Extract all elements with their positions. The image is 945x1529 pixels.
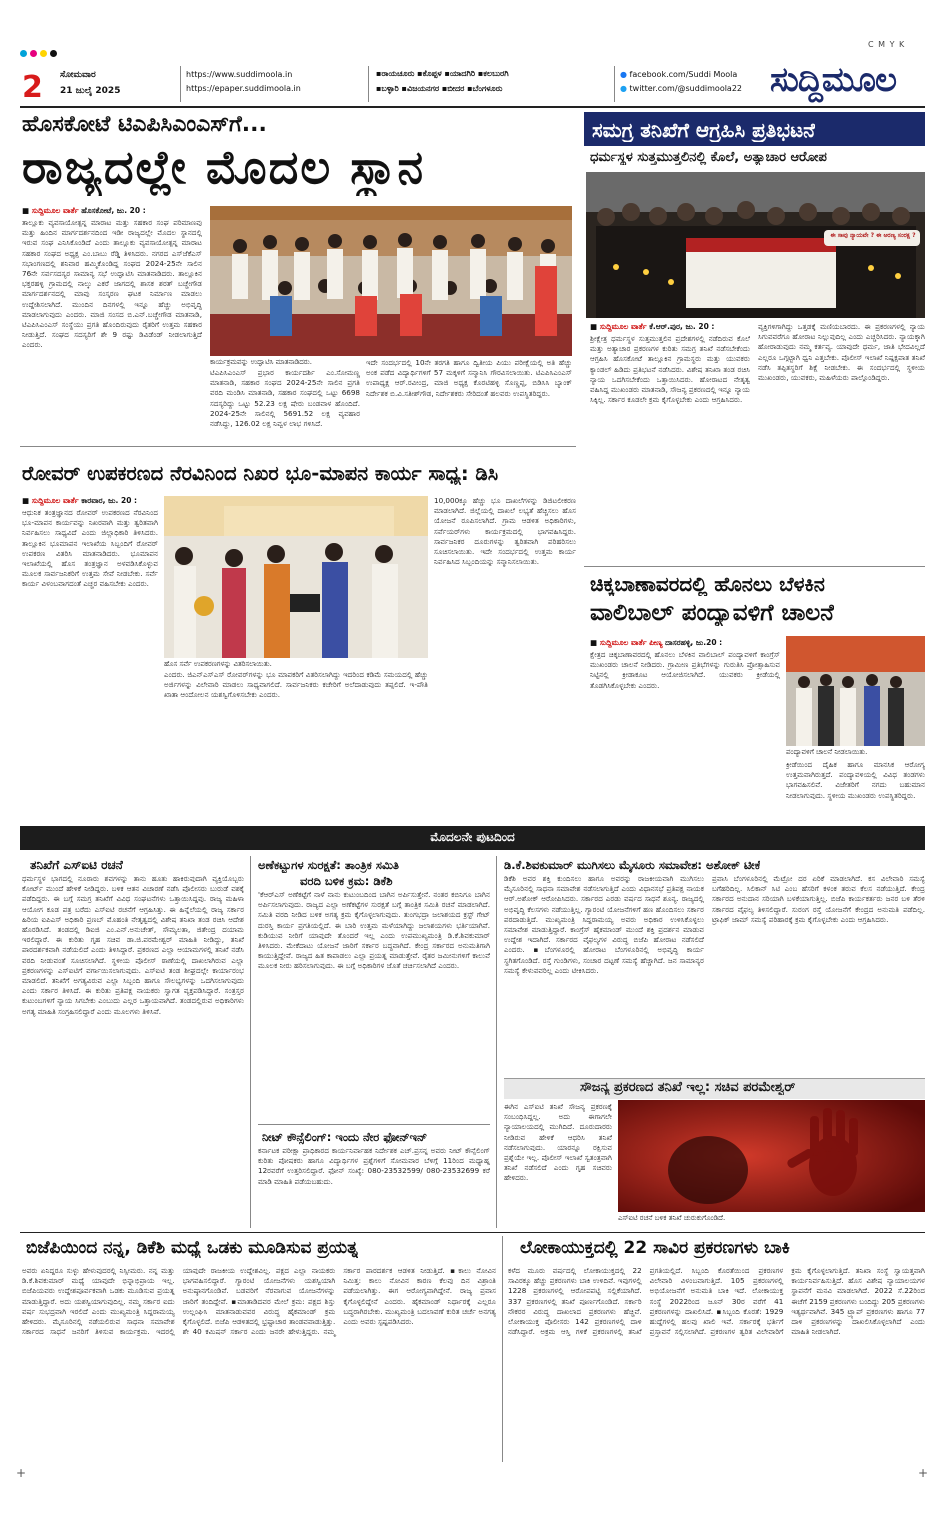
story2-photo bbox=[586, 172, 925, 318]
byline-place: ಕಾರವಾರ, ಜು. 20 : bbox=[81, 496, 138, 505]
twitter-text: twitter.com/@suddimoola22 bbox=[629, 84, 743, 93]
facebook-link[interactable] bbox=[620, 70, 742, 79]
story2-headline: ಸಮಗ್ರ ತನಿಖೆಗೆ ಆಗ್ರಹಿಸಿ ಪ್ರತಿಭಟನೆ bbox=[592, 118, 816, 142]
story1-caption: ಕಾರ್ಯಕ್ರಮವನ್ನು ಉದ್ಘಾಟಿಸಿ ಮಾತನಾಡಿದರು. bbox=[210, 358, 312, 366]
city-list-row2: ▪ಬಳ್ಳಾರಿ ▪ವಿಜಯನಗರ ▪ಬೀದರ ▪ಬೆಂಗಳೂರು bbox=[376, 84, 503, 93]
story1-col2: ಟಿಎಪಿಸಿಎಂಎಸ್ ಪ್ರಭಾರ ಕಾರ್ಯದರ್ಶಿ ಎಂ.ಸೋಮಣ್ಣ ಮಾತನಾಡಿ, ಸಹಕಾರ ಸಂಘದ 2024-25ನೇ ಸಾಲಿನ ಪ್ರಗತಿ ವರದಿ ಮಂಡಿಸಿ ಮಾತನಾಡಿ, ಸಹಕಾರ ಸಂಘದಲ್ಲಿ ಒಟ್ಟು 6698 ಸದಸ್ಯರಿದ್ದು ಒಟ್ಟು 52.23 ಲಕ್ಷ ಷೇರು ಬಂಡವಾಳ ಹೊಂದಿದೆ. 2024-25ನೇ ಸಾಲಿನಲ್ಲಿ 5691.52 ಲಕ್ಷ ವ್ಯವಹಾರ ನಡೆಸಿದ್ದು, 126.02 ಲಕ್ಷ ನಿವ್ವಳ ಲಾಭ ಗಳಿಸಿದೆ. bbox=[210, 368, 360, 429]
cont4-body: ಡಿಕೆಶಿ ಅವರ ಶಕ್ತಿ ಕುಂದಿಸಲು ಹಾಗೂ ಅವರನ್ನು ರಾಜಕೀಯವಾಗಿ ಮುಗಿಸಲು ಮೈಸೂರಿನಲ್ಲಿ ಸಾಧನಾ ಸಮಾವೇಶ ನಡೆಸಲಾಗುತ್ತಿದೆ ಎಂದು ವಿಧಾನಸಭೆ ಪ್ರತಿಪಕ್ಷ ನಾಯಕ ಆರ್.ಅಶೋಕ್ ಆರೋಪಿಸಿದರು. ಸರ್ಕಾರದ ಎರಡು ವರ್ಷದ ಸಾಧನೆ ಶೂನ್ಯ. ರಾಜ್ಯದಲ್ಲಿ ಅಭಿವೃದ್ಧಿ ಕೆಲಸಗಳು ನಡೆಯುತ್ತಿಲ್ಲ. ಗ್ಯಾರಂಟಿ ಯೋಜನೆಗಳಿಗೆ ಹಣ ಹೊಂದಿಸಲು ಸರ್ಕಾರ ಪರದಾಡುತ್ತಿದೆ. ಮುಖ್ಯಮಂತ್ರಿ ಸಿದ್ದರಾಮಯ್ಯ ಅವರು ಅಧಿಕಾರ ಉಳಿಸಿಕೊಳ್ಳಲು ಸಮಾವೇಶ ಮಾಡುತ್ತಿದ್ದಾರೆ. ಕಾಂಗ್ರೆಸ್ ಹೈಕಮಾಂಡ್ ಮುಂದೆ ಶಕ್ತಿ ಪ್ರದರ್ಶನ ಮಾಡುವ ಉದ್ದೇಶ ಇದಾಗಿದೆ. ಸರ್ಕಾರದ ವೈಫಲ್ಯಗಳ ವಿರುದ್ಧ ಬಿಜೆಪಿ ಹೋರಾಟ ನಡೆಸಲಿದೆ ಎಂದರು. ▪ಬೆಂಗಳೂರಲ್ಲಿ ಹೋರಾಟ ಬೆಂಗಳೂರಿನಲ್ಲಿ ಅಭಿವೃದ್ಧಿ ಕಾರ್ಯ ಸ್ಥಗಿತಗೊಂಡಿದೆ. ರಸ್ತೆ ಗುಂಡಿಗಳು, ಸಂಚಾರ ದಟ್ಟಣೆ ಸಮಸ್ಯೆ ಹೆಚ್ಚಾಗಿದೆ. ಜನ ಸಾಮಾನ್ಯರ ಸಮಸ್ಯೆ ಕೇಳುವವರಿಲ್ಲ ಎಂದು ಟೀಕಿಸಿದರು. bbox=[504, 874, 704, 975]
story4-photo bbox=[786, 636, 925, 746]
story1-byline: ■ ಸುದ್ದಿಮೂಲ ವಾರ್ತೆ ಹೊಸಕೋಟೆ, ಜು. 20 : bbox=[22, 206, 146, 215]
story4-caption: ಪಂದ್ಯಾವಳಿಗೆ ಚಾಲನೆ ನೀಡಲಾಯಿತು. bbox=[786, 748, 868, 756]
story4-headline-line1: ಚಿಕ್ಕಬಾಣಾವರದಲ್ಲಿ ಹೊನಲು ಬೆಳಕಿನ bbox=[590, 572, 825, 596]
cont5-photo bbox=[618, 1100, 925, 1212]
cont1-headline: ತನಿಖೆಗೆ ಎಸ್‌ಐಟಿ ರಚನೆ bbox=[30, 858, 123, 872]
section-bar-label: ಮೊದಲನೇ ಪುಟದಿಂದ bbox=[430, 830, 515, 844]
registration-dots bbox=[20, 42, 60, 61]
protest-banner-text: ಈ ಸಾವು ನ್ಯಾಯವೇ ? ಈ ಅರಣ್ಯ ಸಂರಕ್ಷ ? bbox=[830, 232, 916, 239]
cont3-body: ಕರ್ನಾಟಕ ಪರೀಕ್ಷಾ ಪ್ರಾಧಿಕಾರದ ಕಾರ್ಯನಿರ್ವಾಹಕ ನಿರ್ದೇಶಕ ಎಚ್.ಪ್ರಸನ್ನ ಅವರು ನೀಟ್ ಕೌನ್ಸೆಲಿಂಗ್ ಕುರಿತು ಪೋಷಕರು ಹಾಗೂ ವಿದ್ಯಾರ್ಥಿಗಳ ಪ್ರಶ್ನೆಗಳಿಗೆ ಸೋಮವಾರ ಬೆಳಿಗ್ಗೆ 11ರಿಂದ ಮಧ್ಯಾಹ್ನ 12ರವರೆಗೆ ಉತ್ತರಿಸಲಿದ್ದಾರೆ. ಫೋನ್ ಸಂಖ್ಯೆ: 080-23532599/ 080-23532699 ಕರೆ ಮಾಡಿ ಮಾಹಿತಿ ಪಡೆಯಬಹುದು. bbox=[258, 1146, 490, 1186]
byline-name: ಸುದ್ದಿಮೂಲ ವಾರ್ತೆ bbox=[599, 322, 647, 331]
twitter-link[interactable] bbox=[620, 84, 742, 93]
masthead-logo: ಸುದ್ದಿಮೂಲ bbox=[770, 60, 896, 100]
story1-photo bbox=[210, 206, 572, 356]
page-number: 2 bbox=[22, 70, 43, 105]
cmyk-label: C M Y K bbox=[868, 40, 906, 49]
story3-caption: ಹೊಸ ಸರ್ವೆ ಉಪಕರಣಗಳನ್ನು ವಿತರಿಸಲಾಯಿತು. bbox=[164, 660, 272, 668]
cont2-headline-line1: ಅಣೆಕಟ್ಟುಗಳ ಸುರಕ್ಷತೆ: ತಾಂತ್ರಿಕ ಸಮಿತಿ bbox=[258, 858, 400, 872]
story4-col1: ಕ್ಷೇತ್ರದ ಚಿಕ್ಕಬಾಣಾವರದಲ್ಲಿ ಹೊನಲು ಬೆಳಕಿನ ವಾಲಿಬಾಲ್ ಪಂದ್ಯಾವಳಿಗೆ ಕಾಂಗ್ರೆಸ್ ಮುಖಂಡರು ಚಾಲನೆ ನೀಡಿದರು. ಗ್ರಾಮೀಣ ಪ್ರತಿಭೆಗಳನ್ನು ಗುರುತಿಸಿ ಪ್ರೋತ್ಸಾಹಿಸುವ ನಿಟ್ಟಿನಲ್ಲಿ ಕ್ರೀಡಾಕೂಟ ಆಯೋಜಿಸಲಾಗಿದೆ. ಯುವಕರು ಕ್ರೀಡೆಯಲ್ಲಿ ತೊಡಗಿಸಿಕೊಳ್ಳಬೇಕು ಎಂದರು. bbox=[590, 650, 780, 690]
cont5-headline: ಸೌಜನ್ಯ ಪ್ರಕರಣದ ತನಿಖೆ ಇಲ್ಲ: ಸಚಿವ ಪರಮೇಶ್ವರ್ bbox=[580, 1080, 796, 1095]
story2-col1: ಶ್ರೀಕ್ಷೇತ್ರ ಧರ್ಮಸ್ಥಳ ಸುತ್ತಮುತ್ತಲಿನ ಪ್ರದೇಶಗಳಲ್ಲಿ ನಡೆದಿರುವ ಕೊಲೆ ಮತ್ತು ಅತ್ಯಾಚಾರ ಪ್ರಕರಣಗಳ ಕುರಿತು ಸಮಗ್ರ ತನಿಖೆ ನಡೆಸಬೇಕೆಂದು ಆಗ್ರಹಿಸಿ ಹೊಸಕೋಟೆ ತಾಲ್ಲೂಕಿನ ಗ್ರಾಮಸ್ಥರು ಮತ್ತು ಯುವಕರು ಕ್ಯಾಂಡಲ್ ಹಿಡಿದು ಪ್ರತಿಭಟನೆ ನಡೆಸಿದರು. ವಿಶೇಷ ತನಿಖಾ ತಂಡ ರಚಿಸಿ ನ್ಯಾಯ ಒದಗಿಸಬೇಕೆಂದು ಒತ್ತಾಯಿಸಿದರು. ಹೋರಾಟದ ನೇತೃತ್ವ ವಹಿಸಿದ್ದ ಮುಖಂಡರು ಮಾತನಾಡಿ, ಸೌಜನ್ಯ ಪ್ರಕರಣದಲ್ಲಿ ಇನ್ನೂ ನ್ಯಾಯ ಸಿಕ್ಕಿಲ್ಲ. ಸರ್ಕಾರ ಕೂಡಲೇ ಕ್ರಮ ಕೈಗೊಳ್ಳಬೇಕು ಎಂದು ಆಗ್ರಹಿಸಿದರು. bbox=[590, 334, 750, 405]
cont2-body: 'ಕೆಆರ್‌ಎಸ್ ಅಣೆಕಟ್ಟೆಗೆ ನಾಳೆ ನಾನು ಕುಟುಂಬದಿಂದ ಬಾಗಿನ ಅರ್ಪಿಸುತ್ತೇನೆ. ನಂತರ ಕಬಿನಿಗೂ ಬಾಗಿನ ಅರ್ಪಿಸಲಾಗುವುದು. ರಾಜ್ಯದ ಎಲ್ಲಾ ಅಣೆಕಟ್ಟೆಗಳ ಸುರಕ್ಷತೆ ಬಗ್ಗೆ ತಾಂತ್ರಿಕ ಸಮಿತಿ ರಚನೆ ಮಾಡಲಾಗಿದೆ. ಸಮಿತಿ ವರದಿ ನೀಡಿದ ಬಳಿಕ ಅಗತ್ಯ ಕ್ರಮ ಕೈಗೊಳ್ಳಲಾಗುವುದು. ತುಂಗಭದ್ರಾ ಜಲಾಶಯದ ಕ್ರಸ್ಟ್ ಗೇಟ್ ದುರಸ್ತಿ ಕಾರ್ಯ ಪ್ರಗತಿಯಲ್ಲಿದೆ. ಈ ಬಾರಿ ಉತ್ತಮ ಮಳೆಯಾಗಿದ್ದು ಜಲಾಶಯಗಳು ಭರ್ತಿಯಾಗಿವೆ. ಕುಡಿಯುವ ನೀರಿಗೆ ಯಾವುದೇ ತೊಂದರೆ ಇಲ್ಲ ಎಂದು ಉಪಮುಖ್ಯಮಂತ್ರಿ ಡಿ.ಕೆ.ಶಿವಕುಮಾರ್ ತಿಳಿಸಿದರು. ಮೇಕೆದಾಟು ಯೋಜನೆ ಜಾರಿಗೆ ಸರ್ಕಾರ ಬದ್ಧವಾಗಿದೆ. ಕೇಂದ್ರ ಸರ್ಕಾರದ ಅನುಮತಿಗಾಗಿ ಕಾಯುತ್ತಿದ್ದೇವೆ. ರಾಜ್ಯದ ಹಿತ ಕಾಪಾಡಲು ಎಲ್ಲಾ ಪ್ರಯತ್ನ ಮಾಡುತ್ತೇವೆ. ರೈತರ ಜಮೀನುಗಳಿಗೆ ಕಾಲುವೆ ಮೂಲಕ ನೀರು ಹರಿಸಲಾಗುವುದು. ಈ ಬಗ್ಗೆ ಅಧಿಕಾರಿಗಳ ಜೊತೆ ಚರ್ಚಿಸಲಾಗಿದೆ ಎಂದರು. bbox=[258, 890, 490, 971]
bottom2-headline: ಲೋಕಾಯುಕ್ತದಲ್ಲಿ 22 ಸಾವಿರ ಪ್ರಕರಣಗಳು ಬಾಕಿ bbox=[520, 1238, 790, 1258]
story2-byline: ■ ಸುದ್ದಿಮೂಲ ವಾರ್ತೆ ಕೆ.ಆರ್.ಪುರ, ಜು. 20 : bbox=[590, 322, 715, 331]
facebook-icon: ● bbox=[620, 70, 627, 79]
story2-col2: ವ್ಯಕ್ತಿಗಳಿಗಾಗಿದ್ದು ಒತ್ತಡಕ್ಕೆ ಮಣಿಯಬಾರದು. ಈ ಪ್ರಕರಣಗಳಲ್ಲಿ ನ್ಯಾಯ ಸಿಗುವವರೆಗೂ ಹೋರಾಟ ನಿಲ್ಲುವುದಿಲ್ಲ ಎಂದು ಎಚ್ಚರಿಸಿದರು. ನ್ಯಾಯಕ್ಕಾಗಿ ಹೋರಾಡುವುದು ನಮ್ಮ ಕರ್ತವ್ಯ. ಯಾವುದೇ ಧರ್ಮ, ಜಾತಿ ಭೇದವಿಲ್ಲದೆ ಎಲ್ಲರೂ ಒಗ್ಗಟ್ಟಾಗಿ ಧ್ವನಿ ಎತ್ತಬೇಕು. ಪೊಲೀಸ್ ಇಲಾಖೆ ನಿಷ್ಪಕ್ಷಪಾತ ತನಿಖೆ ನಡೆಸಿ ತಪ್ಪಿತಸ್ಥರಿಗೆ ಶಿಕ್ಷೆ ನೀಡಬೇಕು. ಈ ಸಂದರ್ಭದಲ್ಲಿ ಸ್ಥಳೀಯ ಮುಖಂಡರು, ಯುವಕರು, ಮಹಿಳೆಯರು ಪಾಲ್ಗೊಂಡಿದ್ದರು. bbox=[758, 322, 925, 383]
story1-col1: ತಾಲ್ಲೂಕು ವ್ಯವಸಾಯೋತ್ಪನ್ನ ಮಾರಾಟ ಮತ್ತು ಸಹಕಾರ ಸಂಘ ಪರಿಮಾಣವು ಮತ್ತು ಹಿಂದಿನ ಮಾರ್ಗದರ್ಶನದಿಂದ ಇಡೀ ರಾಜ್ಯದಲ್ಲೇ ಮೊದಲ ಸ್ಥಾನದಲ್ಲಿ ಇರುವ ಸಂಘ ಎನಿಸಿಕೊಂಡಿದೆ ಎಂದು ತಾಲ್ಲೂಕು ವ್ಯವಸಾಯೋತ್ಪನ್ನ ಮಾರಾಟ ಸಹಕಾರ ಸಂಘದ ಅಧ್ಯಕ್ಷ ಎಂ.ಬಾಬು ರೆಡ್ಡಿ ತಿಳಿಸಿದರು. ನಗರದ ಎಸ್‌ಜೆಕೆಎಸ್ ಸಭಾಂಗಣದಲ್ಲಿ ಶನಿವಾರ ಹಮ್ಮಿಕೊಂಡಿದ್ದ ಸಂಘದ 2024-25ನೇ ಸಾಲಿನ 76ನೇ ಸರ್ವಸದಸ್ಯರ ಸಾಮಾನ್ಯ ಸಭೆ ಉದ್ಘಾಟಿಸಿ ಮಾತನಾಡಿದರು. ತಾಲ್ಲೂಕಿನ ಭಕ್ತರಹಳ್ಳಿ ಗ್ರಾಮದಲ್ಲಿ ನಾಲ್ಕು ಎಕರೆ ಜಾಗದಲ್ಲಿ ಶಾಸಕ ಶರತ್ ಬಚ್ಚೇಗೌಡ ಮಾರ್ಗದರ್ಶನದಲ್ಲಿ ಮಾವು ಸಂಸ್ಕರಣ ಘಟಕ ನಿರ್ಮಾಣ ಮಾಡಲು ಉದ್ದೇಶಿಸಲಾಗಿದೆ. ಮುಂದಿನ ದಿನಗಳಲ್ಲಿ ಇನ್ನೂ ಹೆಚ್ಚು ಅಭಿವೃದ್ಧಿ ಮಾಡಲಾಗುವುದು ಎಂದರು. ಮಾಜಿ ಸಂಸದ ಬಿ.ಎನ್.ಬಚ್ಚೇಗೌಡ ಮಾತನಾಡಿ, ಟಿಎಪಿಸಿಎಂಎಸ್ ಸಂಸ್ಥೆಯು ಪ್ರಗತಿ ಹೊಂದಿರುವುದು ರೈತರಿಗೆ ಉತ್ತಮ ಸಹಕಾರ ನೀಡುತ್ತಿದೆ. ಸಂಘದ ಸದಸ್ಯರಿಗೆ ಶೇ 9 ರಷ್ಟು ಡಿವಿಡೆಂಡ್ ನೀಡಲಾಗುತ್ತಿದೆ ಎಂದರು. bbox=[22, 218, 202, 350]
byline-name: ಸುದ್ದಿಮೂಲ ವಾರ್ತೆ bbox=[31, 206, 79, 215]
byline-place: ಹೊಸಕೋಟೆ, ಜು. 20 : bbox=[81, 206, 146, 215]
byline-name: ಸುದ್ದಿಮೂಲ ವಾರ್ತೆ ಪೀಣ್ಯ bbox=[599, 638, 663, 647]
cont4-headline: ಡಿ.ಕೆ.ಶಿವಕುಮಾರ್ ಮುಗಿಸಲು ಮೈಸೂರು ಸಮಾವೇಶ: ಅಶೋಕ್ ಟೀಕೆ bbox=[504, 858, 761, 872]
story3-col1: ಆಧುನಿಕ ತಂತ್ರಜ್ಞಾನದ ರೋವರ್ ಉಪಕರಣದ ನೆರವಿನಿಂದ ಭೂ-ಮಾಪನ ಕಾರ್ಯವನ್ನು ನಿಖರವಾಗಿ ಮತ್ತು ತ್ವರಿತವಾಗಿ ನಿರ್ವಹಿಸಲು ಸಾಧ್ಯವಿದೆ ಎಂದು ಜಿಲ್ಲಾಧಿಕಾರಿ ತಿಳಿಸಿದರು. ತಾಲ್ಲೂಕಿನ ಭೂಮಾಪನ ಇಲಾಖೆಯ ಸಿಬ್ಬಂದಿಗೆ ರೋವರ್ ಉಪಕರಣ ವಿತರಿಸಿ ಮಾತನಾಡಿದರು. ಭೂಮಾಪನ ಇಲಾಖೆಯಲ್ಲಿ ಹೊಸ ತಂತ್ರಜ್ಞಾನ ಅಳವಡಿಸಿಕೊಳ್ಳುವ ಮೂಲಕ ಸಾರ್ವಜನಿಕರಿಗೆ ಉತ್ತಮ ಸೇವೆ ನೀಡಬೇಕು. ಸರ್ವೆ ಕಾರ್ಯ ವಿಳಂಬವಾಗದಂತೆ ಎಚ್ಚರ ವಹಿಸಬೇಕು ಎಂದರು. bbox=[22, 508, 158, 589]
story3-col3: 10,000ಕ್ಕೂ ಹೆಚ್ಚು ಭೂ ದಾಖಲೆಗಳನ್ನು ಡಿಜಿಟಲೀಕರಣ ಮಾಡಲಾಗಿದೆ. ಜಿಲ್ಲೆಯಲ್ಲಿ ದಾಖಲೆ ಲಭ್ಯತೆ ಹೆಚ್ಚಿಸಲು ಹೊಸ ಯೋಜನೆ ರೂಪಿಸಲಾಗಿದೆ. ಗ್ರಾಮ ಆಡಳಿತ ಅಧಿಕಾರಿಗಳು, ಸರ್ವೆಯರ್‌ಗಳು ಕಾರ್ಯಕ್ರಮದಲ್ಲಿ ಭಾಗವಹಿಸಿದ್ದರು. ಸಾರ್ವಜನಿಕರ ದೂರುಗಳನ್ನು ತ್ವರಿತವಾಗಿ ಪರಿಹರಿಸಲು ಸೂಚಿಸಲಾಯಿತು. ಇದೇ ಸಂದರ್ಭದಲ್ಲಿ ಉತ್ತಮ ಕಾರ್ಯ ನಿರ್ವಹಿಸಿದ ಸಿಬ್ಬಂದಿಯನ್ನು ಸನ್ಮಾನಿಸಲಾಯಿತು. bbox=[434, 496, 576, 567]
cont1-body: ಧರ್ಮಸ್ಥಳ ಭಾಗದಲ್ಲಿ ನೂರಾರು ಶವಗಳನ್ನು ತಾನು ಹೂತು ಹಾಕಿರುವುದಾಗಿ ವ್ಯಕ್ತಿಯೊಬ್ಬರು ಕೋರ್ಟ್ ಮುಂದೆ ಹೇಳಿಕೆ ನೀಡಿದ್ದರು. ಬಳಿಕ ಆತನ ವಿಚಾರಣೆ ನಡೆಸಿ ಪೊಲೀಸರು ಬುರುಡೆ ವಶಕ್ಕೆ ಪಡೆದಿದ್ದರು. ಈ ಬಗ್ಗೆ ಸಮಗ್ರ ತನಿಖೆಗೆ ವಿವಿಧ ಸಂಘಟನೆಗಳು ಒತ್ತಾಯಿಸಿದ್ದವು. ರಾಜ್ಯ ಮಹಿಳಾ ಆಯೋಗ ಕೂಡ ಪತ್ರ ಬರೆದು ಎಸ್‌ಐಟಿ ರಚನೆಗೆ ಆಗ್ರಹಿಸಿತ್ತು. ಈ ಹಿನ್ನೆಲೆಯಲ್ಲಿ ರಾಜ್ಯ ಸರ್ಕಾರ ಹಿರಿಯ ಐಪಿಎಸ್ ಅಧಿಕಾರಿ ಪ್ರಣಬ್ ಮೊಹಂತಿ ನೇತೃತ್ವದಲ್ಲಿ ವಿಶೇಷ ತನಿಖಾ ತಂಡ ರಚಿಸಿ ಆದೇಶ ಹೊರಡಿಸಿದೆ. ತಂಡದಲ್ಲಿ ಡಿಐಜಿ ಎಂ.ಎನ್.ಅನುಚೇತ್, ಸೌಮ್ಯಲತಾ, ಜಿತೇಂದ್ರ ದಯಾಮ ಇರಲಿದ್ದಾರೆ. ಈ ಕುರಿತು ಗೃಹ ಸಚಿವ ಡಾ.ಜಿ.ಪರಮೇಶ್ವರ್ ಮಾಹಿತಿ ನೀಡಿದ್ದು, ತನಿಖೆ ಪಾರದರ್ಶಕವಾಗಿ ನಡೆಯಲಿದೆ ಎಂದು ತಿಳಿಸಿದ್ದಾರೆ. ಪ್ರಕರಣದ ಎಲ್ಲಾ ಆಯಾಮಗಳಲ್ಲಿ ತನಿಖೆ ನಡೆಸಿ ವರದಿ ನೀಡುವಂತೆ ಸೂಚಿಸಲಾಗಿದೆ. ಸ್ಥಳೀಯ ಪೊಲೀಸ್ ಠಾಣೆಯಲ್ಲಿ ದಾಖಲಾಗಿರುವ ಎಲ್ಲಾ ಪ್ರಕರಣಗಳನ್ನು ಎಸ್‌ಐಟಿಗೆ ವರ್ಗಾಯಿಸಲಾಗುವುದು. ಎಸ್‌ಐಟಿ ತಂಡ ಶೀಘ್ರದಲ್ಲೇ ಕಾರ್ಯಾರಂಭ ಮಾಡಲಿದೆ. ತನಿಖೆಗೆ ಅಗತ್ಯವಿರುವ ಎಲ್ಲಾ ಸಿಬ್ಬಂದಿ ಹಾಗೂ ಸೌಲಭ್ಯಗಳನ್ನು ಒದಗಿಸಲಾಗುವುದು ಎಂದು ಸರ್ಕಾರ ತಿಳಿಸಿದೆ. ಈ ಕುರಿತು ಪ್ರತಿಪಕ್ಷ ನಾಯಕರು ಸ್ವಾಗತ ವ್ಯಕ್ತಪಡಿಸಿದ್ದಾರೆ. ಸಂತ್ರಸ್ತರ ಕುಟುಂಬಗಳಿಗೆ ನ್ಯಾಯ ಸಿಗಬೇಕು ಎಂಬುದು ಎಲ್ಲರ ಒತ್ತಾಯವಾಗಿದೆ. ತಂಡದಲ್ಲಿರುವ ಅಧಿಕಾರಿಗಳು ಅಗತ್ಯ ಮಾಹಿತಿ ಸಂಗ್ರಹಿಸಲಿದ್ದಾರೆ ಎಂದು ಮೂಲಗಳು ತಿಳಿಸಿವೆ. bbox=[22, 874, 244, 1016]
city-list-row1: ▪ರಾಯಚೂರು ▪ಕೊಪ್ಪಳ ▪ಯಾದಗಿರಿ ▪ಕಲಬುರಗಿ bbox=[376, 69, 509, 78]
cont3-headline: ನೀಟ್ ಕೌನ್ಸೆಲಿಂಗ್: ಇಂದು ನೇರ ಫೋನ್‌ಇನ್ bbox=[262, 1130, 428, 1144]
cont4-body2: ಪ್ರವಾಸಿ ಬೆಂಗಳೂರಿನಲ್ಲಿ ಮೆಟ್ರೋ ದರ ಏರಿಕೆ ಮಾಡಲಾಗಿದೆ. ಕಸ ವಿಲೇವಾರಿ ಸಮಸ್ಯೆ ಬಗೆಹರಿದಿಲ್ಲ. ಸಿಲಿಕಾನ್ ಸಿಟಿ ಎಂಬ ಹೆಸರಿಗೆ ಕಳಂಕ ತರುವ ಕೆಲಸ ನಡೆಯುತ್ತಿದೆ. ಕೇಂದ್ರ ಸರ್ಕಾರದ ಅನುದಾನ ಸರಿಯಾಗಿ ಬಳಕೆಯಾಗುತ್ತಿಲ್ಲ. ಬಿಜೆಪಿ ಕಾರ್ಯಕರ್ತರು ಜನರ ಬಳಿ ತೆರಳಿ ಸರ್ಕಾರದ ವೈಫಲ್ಯ ತಿಳಿಸಲಿದ್ದಾರೆ. ಸುರಂಗ ರಸ್ತೆ ಯೋಜನೆಗೆ ಕೇಂದ್ರದ ಅನುಮತಿ ಪಡೆದಿಲ್ಲ. ಟ್ರಾಫಿಕ್ ಜಾಮ್ ಸಮಸ್ಯೆ ಪರಿಹಾರಕ್ಕೆ ಕ್ರಮ ಕೈಗೊಳ್ಳಬೇಕು ಎಂದು ಆಗ್ರಹಿಸಿದರು. bbox=[712, 874, 925, 924]
page-day: ಸೋಮವಾರ bbox=[60, 70, 96, 80]
story4-col2: ಕ್ರೀಡೆಯಿಂದ ದೈಹಿಕ ಹಾಗೂ ಮಾನಸಿಕ ಆರೋಗ್ಯ ಉತ್ತಮವಾಗಿರುತ್ತದೆ. ಪಂದ್ಯಾವಳಿಯಲ್ಲಿ ವಿವಿಧ ತಂಡಗಳು ಭಾಗವಹಿಸಲಿವೆ. ವಿಜೇತರಿಗೆ ನಗದು ಬಹುಮಾನ ನೀಡಲಾಗುವುದು. ಸ್ಥಳೀಯ ಮುಖಂಡರು ಉಪಸ್ಥಿತರಿದ್ದರು. bbox=[786, 760, 925, 800]
story3-col2a: ಎಂದರು. ಜಿಎನ್ಎಸ್ಎಸ್ ರೋವರ್‌ಗಳನ್ನು ಭೂ ಮಾಪಕರಿಗೆ ವಿತರಿಸಲಾಗಿದ್ದು ಇದರಿಂದ ಕಡಿಮೆ ಸಮಯದಲ್ಲಿ ಹೆಚ್ಚು ಅರ್ಜಿಗಳನ್ನು ವಿಲೇವಾರಿ ಮಾಡಲು ಸಾಧ್ಯವಾಗಲಿದೆ. ಸಾರ್ವಜನಿಕರು ಕಚೇರಿಗೆ ಅಲೆದಾಡುವುದು ತಪ್ಪಲಿದೆ. ಇ-ಪೌತಿ ಖಾತಾ ಆಂದೋಲನ ಯಶಸ್ವಿಗೊಳಿಸಬೇಕು ಎಂದರು. bbox=[164, 670, 428, 700]
story4-byline: ■ ಸುದ್ದಿಮೂಲ ವಾರ್ತೆ ಪೀಣ್ಯ ದಾಸರಹಳ್ಳಿ, ಜು.20 : bbox=[590, 638, 723, 647]
bottom2-body: ಕಳೆದ ಮೂರು ವರ್ಷದಲ್ಲಿ ಲೋಕಾಯುಕ್ತದಲ್ಲಿ 22 ಸಾವಿರಕ್ಕೂ ಹೆಚ್ಚು ಪ್ರಕರಣಗಳು ಬಾಕಿ ಉಳಿದಿವೆ. ಇವುಗಳಲ್ಲಿ 1228 ಪ್ರಕರಣಗಳಲ್ಲಿ ಆರೋಪಪಟ್ಟಿ ಸಲ್ಲಿಕೆಯಾಗಿದೆ. 337 ಪ್ರಕರಣಗಳಲ್ಲಿ ತನಿಖೆ ಪೂರ್ಣಗೊಂಡಿದೆ. ಸರ್ಕಾರಿ ನೌಕರರ ವಿರುದ್ಧ ದಾಖಲಾದ ಪ್ರಕರಣಗಳು ಹೆಚ್ಚಿವೆ. ಲೋಕಾಯುಕ್ತ ಪೊಲೀಸರು 142 ಪ್ರಕರಣಗಳಲ್ಲಿ ದಾಳಿ ನಡೆಸಿದ್ದಾರೆ. ಅಕ್ರಮ ಆಸ್ತಿ ಗಳಿಕೆ ಪ್ರಕರಣಗಳಲ್ಲಿ ತನಿಖೆ ಪ್ರಗತಿಯಲ್ಲಿದೆ. ಸಿಬ್ಬಂದಿ ಕೊರತೆಯಿಂದ ಪ್ರಕರಣಗಳ ವಿಲೇವಾರಿ ವಿಳಂಬವಾಗುತ್ತಿದೆ. 105 ಪ್ರಕರಣಗಳಲ್ಲಿ ಅಭಿಯೋಜನೆಗೆ ಅನುಮತಿ ಬಾಕಿ ಇದೆ. ಲೋಕಾಯುಕ್ತ ಸಂಸ್ಥೆ 2022ರಿಂದ ಜೂನ್ 30ರ ವರೆಗೆ 41 ಪ್ರಕರಣಗಳನ್ನು ದಾಖಲಿಸಿದೆ. ▪ಸಿಬ್ಬಂದಿ ಕೊರತೆ: 1929 ಹುದ್ದೆಗಳಲ್ಲಿ ಹಲವು ಖಾಲಿ ಇವೆ. ಸರ್ಕಾರಕ್ಕೆ ಭರ್ತಿಗೆ ಪ್ರಸ್ತಾವನೆ ಸಲ್ಲಿಸಲಾಗಿದೆ. ಪ್ರಕರಣಗಳ ತ್ವರಿತ ವಿಲೇವಾರಿಗೆ ಕ್ರಮ ಕೈಗೊಳ್ಳಲಾಗುತ್ತಿದೆ. ತನಿಖಾ ಸಂಸ್ಥೆ ಸ್ವಾಯತ್ತವಾಗಿ ಕಾರ್ಯನಿರ್ವಹಿಸುತ್ತಿದೆ. ಹೊಸ ವಿಶೇಷ ನ್ಯಾಯಾಲಯಗಳ ಸ್ಥಾಪನೆಗೆ ಮನವಿ ಮಾಡಲಾಗಿದೆ. 2022 ಸೆ.22ರಿಂದ ಈಚೆಗೆ 2159 ಪ್ರಕರಣಗಳು ಬಂದಿದ್ದು 205 ಪ್ರಕರಣಗಳು ಇತ್ಯರ್ಥವಾಗಿವೆ. 345 ಟ್ರ್ಯಾಪ್ ಪ್ರಕರಣಗಳು ಹಾಗೂ 77 ದಾಳಿ ಪ್ರಕರಣಗಳನ್ನು ದಾಖಲಿಸಿಕೊಳ್ಳಲಾಗಿದೆ ಎಂದು ಮಾಹಿತಿ ನೀಡಲಾಗಿದೆ. bbox=[508, 1266, 925, 1337]
twitter-icon: ● bbox=[620, 84, 627, 93]
story1-kicker: ಹೊಸಕೋಟೆ ಟಿಎಪಿಸಿಎಂಎಸ್‌ಗೆ... bbox=[22, 112, 267, 137]
story3-byline: ■ ಸುದ್ದಿಮೂಲ ವಾರ್ತೆ ಕಾರವಾರ, ಜು. 20 : bbox=[22, 496, 138, 505]
bottom-registration-mark: + bbox=[16, 1466, 27, 1480]
story1-headline: ರಾಜ್ಯದಲ್ಲೇ ಮೊದಲ ಸ್ಥಾನ bbox=[22, 140, 426, 194]
facebook-text: facebook.com/Suddi Moola bbox=[629, 70, 738, 79]
bottom1-body: ಅವರು ಏನಿದ್ದರೂ ಸುಳ್ಳು ಹೇಳುವುದರಲ್ಲಿ ನಿಸ್ಸೀಮರು. ನನ್ನ ಮತ್ತು ಡಿ.ಕೆ.ಶಿವಕುಮಾರ್ ಮಧ್ಯೆ ಯಾವುದೇ ಭಿನ್ನಾಭಿಪ್ರಾಯ ಇಲ್ಲ. ಬಿಜೆಪಿಯವರು ಉದ್ದೇಶಪೂರ್ವಕವಾಗಿ ಒಡಕು ಮೂಡಿಸುವ ಪ್ರಯತ್ನ ಮಾಡುತ್ತಿದ್ದಾರೆ. ಅದು ಯಶಸ್ವಿಯಾಗುವುದಿಲ್ಲ. ನಮ್ಮ ಸರ್ಕಾರ ಐದು ವರ್ಷ ಸುಭದ್ರವಾಗಿ ಇರಲಿದೆ ಎಂದು ಮುಖ್ಯಮಂತ್ರಿ ಸಿದ್ದರಾಮಯ್ಯ ಹೇಳಿದರು. ಮೈಸೂರಿನಲ್ಲಿ ನಡೆಯಲಿರುವ ಸಾಧನಾ ಸಮಾವೇಶ ಸರ್ಕಾರದ ಸಾಧನೆ ಜನರಿಗೆ ತಿಳಿಸುವ ಕಾರ್ಯಕ್ರಮ. ಇದರಲ್ಲಿ ಯಾವುದೇ ರಾಜಕೀಯ ಉದ್ದೇಶವಿಲ್ಲ. ಪಕ್ಷದ ಎಲ್ಲಾ ನಾಯಕರು ಭಾಗವಹಿಸಲಿದ್ದಾರೆ. ಗ್ಯಾರಂಟಿ ಯೋಜನೆಗಳು ಯಶಸ್ವಿಯಾಗಿ ಅನುಷ್ಠಾನಗೊಂಡಿವೆ. ಬಡವರಿಗೆ ನೆರವಾಗುವ ಯೋಜನೆಗಳನ್ನು ಜಾರಿಗೆ ತಂದಿದ್ದೇವೆ. ▪ಮಾತಾಡಿದವರ ಮೇಲೆ ಕ್ರಮ: ಪಕ್ಷದ ಶಿಸ್ತು ಉಲ್ಲಂಘಿಸಿ ಮಾತನಾಡುವವರ ವಿರುದ್ಧ ಹೈಕಮಾಂಡ್ ಕ್ರಮ ಕೈಗೊಳ್ಳಲಿದೆ. ಬಿಜೆಪಿ ಆಡಳಿತದಲ್ಲಿ ಭ್ರಷ್ಟಾಚಾರ ತಾಂಡವವಾಡುತ್ತಿತ್ತು. ಶೇ 40 ಕಮಿಷನ್ ಸರ್ಕಾರ ಎಂದು ಜನರೇ ಹೇಳುತ್ತಿದ್ದರು. ನಮ್ಮ ಸರ್ಕಾರ ಪಾರದರ್ಶಕ ಆಡಳಿತ ನೀಡುತ್ತಿದೆ. ▪ಕಾಲು ನೋವಿನ ನಿಮಿತ್ತ: ಕಾಲು ನೋವಿನ ಕಾರಣ ಕೆಲವು ದಿನ ವಿಶ್ರಾಂತಿ ಪಡೆಯಲಾಗಿತ್ತು. ಈಗ ಆರೋಗ್ಯವಾಗಿದ್ದೇನೆ. ರಾಜ್ಯ ಪ್ರವಾಸ ಕೈಗೊಳ್ಳಲಿದ್ದೇನೆ ಎಂದರು. ಹೈಕಮಾಂಡ್ ನಿರ್ಧಾರಕ್ಕೆ ಎಲ್ಲರೂ ಬದ್ಧರಾಗಿರಬೇಕು. ಮುಖ್ಯಮಂತ್ರಿ ಬದಲಾವಣೆ ಕುರಿತ ಚರ್ಚೆ ಅನಗತ್ಯ ಎಂದು ಅವರು ಸ್ಪಷ್ಟಪಡಿಸಿದರು. bbox=[22, 1266, 496, 1337]
byline-place: ಕೆ.ಆರ್.ಪುರ, ಜು. 20 : bbox=[649, 322, 715, 331]
story3-photo bbox=[164, 496, 428, 658]
cont5-caption: ಎಸ್‌ಐಟಿ ರಚನೆ ಬಳಿಕ ತನಿಖೆ ಚುರುಕುಗೊಂಡಿದೆ. bbox=[618, 1214, 726, 1222]
bottom1-headline: ಬಿಜೆಪಿಯಿಂದ ನನ್ನ, ಡಿಕೆಶಿ ಮಧ್ಯೆ ಒಡಕು ಮೂಡಿಸುವ ಪ್ರಯತ್ನ bbox=[26, 1238, 359, 1258]
cont5-body: ಈಗಿನ ಎಸ್‌ಐಟಿ ತನಿಖೆ ಸೌಜನ್ಯ ಪ್ರಕರಣಕ್ಕೆ ಸಂಬಂಧಿಸಿದ್ದಲ್ಲ. ಅದು ಈಗಾಗಲೇ ನ್ಯಾಯಾಲಯದಲ್ಲಿ ಮುಗಿದಿದೆ. ದೂರುದಾರರು ನೀಡಿರುವ ಹೇಳಿಕೆ ಆಧರಿಸಿ ತನಿಖೆ ನಡೆಸಲಾಗುವುದು. ಯಾರನ್ನೂ ರಕ್ಷಿಸುವ ಪ್ರಶ್ನೆಯೇ ಇಲ್ಲ. ಪೊಲೀಸ್ ಇಲಾಖೆ ಸ್ವತಂತ್ರವಾಗಿ ತನಿಖೆ ನಡೆಸಲಿದೆ ಎಂದು ಗೃಹ ಸಚಿವರು ಹೇಳಿದರು. bbox=[504, 1102, 612, 1183]
story4-headline-line2: ವಾಲಿಬಾಲ್ ಪಂದ್ಯಾವಳಿಗೆ ಚಾಲನೆ bbox=[590, 600, 834, 626]
bottom-registration-mark-right: + bbox=[918, 1466, 929, 1480]
epaper-link[interactable]: https://epaper.suddimoola.in bbox=[186, 84, 301, 93]
byline-place: ದಾಸರಹಳ್ಳಿ, ಜು.20 : bbox=[665, 638, 723, 647]
website-link[interactable]: https://www.suddimoola.in bbox=[186, 70, 293, 79]
story3-headline: ರೋವರ್ ಉಪಕರಣದ ನೆರವಿನಿಂದ ನಿಖರ ಭೂ-ಮಾಪನ ಕಾರ್ಯ ಸಾಧ್ಯ: ಡಿಸಿ bbox=[22, 462, 499, 485]
page-date: 21 ಜುಲೈ 2025 bbox=[60, 86, 121, 96]
story2-subhead: ಧರ್ಮಸ್ಥಳ ಸುತ್ತಮುತ್ತಲಿನಲ್ಲಿ ಕೊಲೆ, ಅತ್ಯಾಚಾರ ಆರೋಪ bbox=[590, 150, 827, 165]
cont2-headline-line2: ವರದಿ ಬಳಿಕ ಕ್ರಮ: ಡಿಕೆಶಿ bbox=[300, 874, 393, 888]
byline-name: ಸುದ್ದಿಮೂಲ ವಾರ್ತೆ bbox=[31, 496, 79, 505]
story1-col3: ಇದೇ ಸಂದರ್ಭದಲ್ಲಿ 10ನೇ ತರಗತಿ ಹಾಗೂ ದ್ವಿತೀಯ ಪಿಯು ಪರೀಕ್ಷೆಯಲ್ಲಿ ಅತಿ ಹೆಚ್ಚು ಅಂಕ ಪಡೆದ ವಿದ್ಯಾರ್ಥಿಗಳಿಗೆ 57 ಮಕ್ಕಳಿಗೆ ಸನ್ಮಾನಿಸಿ ಗೌರವಿಸಲಾಯಿತು. ಟಿಎಪಿಸಿಎಂಎಸ್ ಉಪಾಧ್ಯಕ್ಷ ಆರ್.ರವೀಂದ್ರ, ಮಾಜಿ ಅಧ್ಯಕ್ಷ ಕೊರಟಿಹಳ್ಳಿ ಸೊಣ್ಣಪ್ಪ, ಬಿಡಿಸಿಸಿ ಬ್ಯಾಂಕ್ ನಿರ್ದೇಶಕ ಬಿ.ವಿ.ಸತೀಶ್‌ಗೌಡ, ನಿರ್ದೇಶಕರು ಸೇರಿದಂತೆ ಹಲವರು ಉಪಸ್ಥಿತರಿದ್ದರು. bbox=[366, 358, 572, 398]
